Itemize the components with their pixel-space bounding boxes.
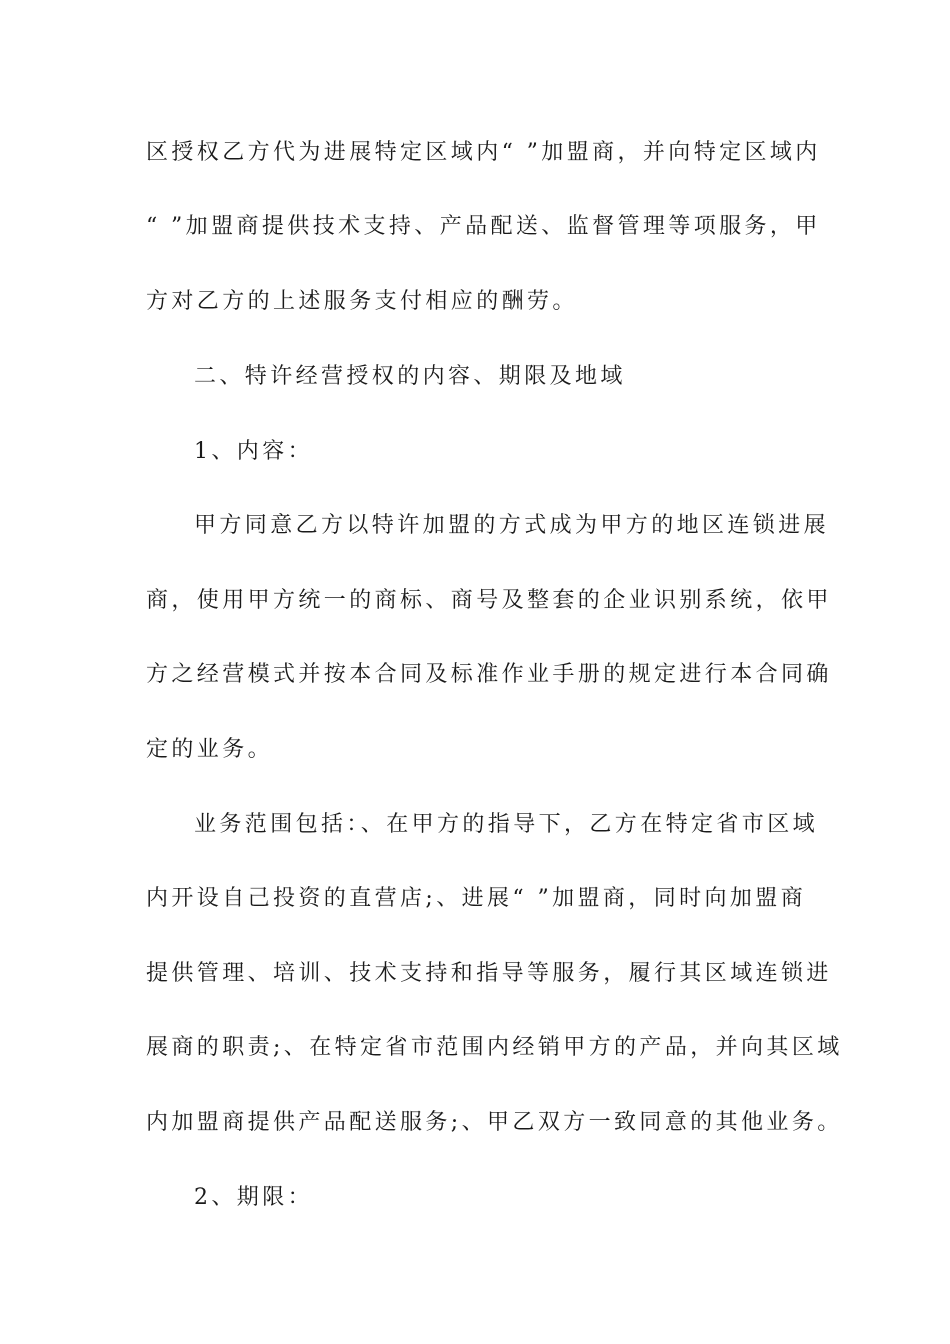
body-text-line: 方对乙方的上述服务支付相应的酬劳。 (146, 289, 578, 314)
paragraph-first-line: 甲方同意乙方以特许加盟的方式成为甲方的地区连锁进展 (194, 513, 830, 538)
body-text-line: 方之经营模式并按本合同及标准作业手册的规定进行本合同确 (146, 662, 832, 687)
subsection-heading: 2、期限： (194, 1185, 313, 1210)
section-heading: 二、特许经营授权的内容、期限及地域 (194, 364, 626, 389)
body-text-line: “ ”加盟商提供技术支持、产品配送、监督管理等项服务，甲 (146, 214, 821, 239)
body-text-line: 内开设自己投资的直营店;、进展“ ”加盟商，同时向加盟商 (146, 886, 807, 911)
paragraph-first-line: 业务范围包括：、在甲方的指导下，乙方在特定省市区域 (194, 812, 819, 837)
body-text-line: 提供管理、培训、技术支持和指导等服务，履行其区域连锁进 (146, 961, 832, 986)
subsection-heading: 1、内容： (194, 439, 313, 464)
body-text-line: 定的业务。 (146, 737, 274, 762)
body-text-line: 商，使用甲方统一的商标、商号及整套的企业识别系统，依甲 (146, 588, 832, 613)
body-text-line: 展商的职责;、在特定省市范围内经销甲方的产品，并向其区域 (146, 1035, 843, 1060)
body-text-line: 区授权乙方代为进展特定区域内“ ”加盟商，并向特定区域内 (146, 140, 821, 165)
body-text-line: 内加盟商提供产品配送服务;、甲乙双方一致同意的其他业务。 (146, 1110, 843, 1135)
